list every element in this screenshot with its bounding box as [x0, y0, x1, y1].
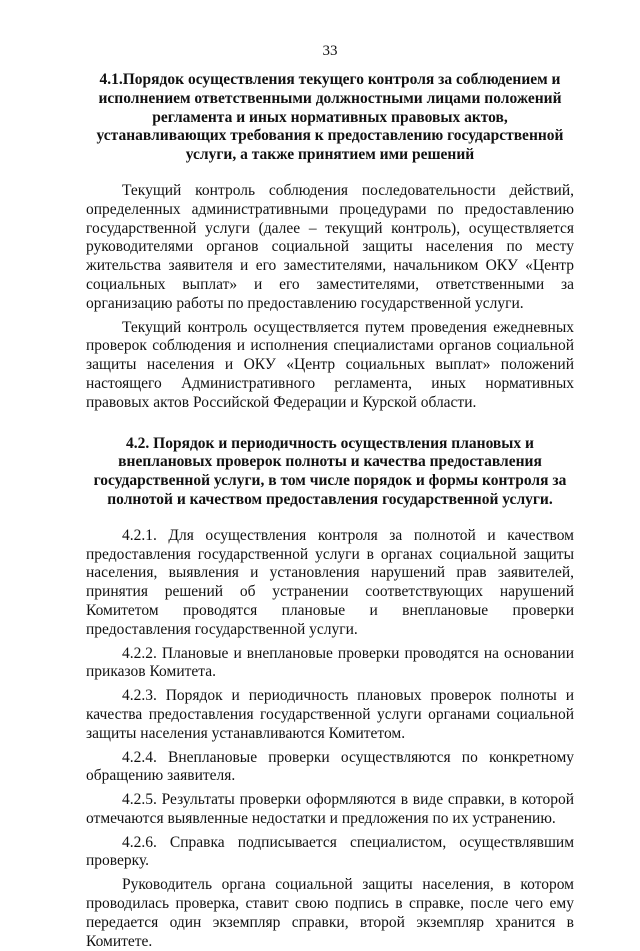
section-4-1-paragraph: Текущий контроль соблюдения последовательности действий, определенных административными процедурами по предоставлению государственной услуги (далее – текущий контроль), осуществляется руководителями органов социальной защиты населения по месту жительства заявителя и его заместителями, начальником ОКУ «Центр социальных выплат» и его заместителями, ответственными за организацию работы по предоставлению государственной услуги. — [86, 181, 574, 312]
clause-4-2-1: 4.2.1. Для осуществления контроля за полнотой и качеством предоставления государственной услуги в органах социальной защиты населения, выявления и установления нарушений прав заявителей, принятия решений об устранении соответствующих нарушений Комитетом проводятся плановые и внеплановые проверки предоставления государственной услуги. — [86, 526, 574, 638]
clause-4-2-2: 4.2.2. Плановые и внеплановые проверки проводятся на основании приказов Комитета. — [86, 644, 574, 681]
closing-paragraph: Руководитель органа социальной защиты населения, в котором проводилась проверка, ставит свою подпись в справке, после чего ему передается один экземпляр справки, второй экземпляр хранится в Комитете. — [86, 876, 574, 950]
page-number: 33 — [322, 43, 338, 59]
section-4-1-paragraph: Текущий контроль осуществляется путем проведения ежедневных проверок соблюдения и исполнения специалистами органов социальной защиты населения и ОКУ «Центр социальных выплат» положений настоящего Административного регламента, иных нормативных правовых актов Российской Федерации и Курской области. — [86, 318, 574, 411]
section-4-1-heading: 4.1.Порядок осуществления текущего контроля за соблюдением и исполнением ответственными должностными лицами положений регламента и иных нормативных правовых актов, устанавливающих требования к предоставлению государственной услуги, а также принятием ими решений — [96, 71, 564, 164]
document-page — [86, 42, 574, 951]
clause-4-2-4: 4.2.4. Внеплановые проверки осуществляются по конкретному обращению заявителя. — [86, 748, 574, 785]
clause-4-2-3: 4.2.3. Порядок и периодичность плановых проверок полноты и качества предоставления государственной услуги органами социальной защиты населения устанавливаются Комитетом. — [86, 687, 574, 742]
clause-4-2-5: 4.2.5. Результаты проверки оформляются в виде справки, в которой отмечаются выявленные недостатки и предложения по их устранению. — [86, 791, 574, 827]
section-4-2-heading: 4.2. Порядок и периодичность осуществления плановых и внеплановых проверок полноты и качества предоставления государственной услуги, в том числе порядок и формы контроля за полнотой и качеством предоставления государственной услуги. — [93, 434, 567, 508]
clause-4-2-6: 4.2.6. Справка подписывается специалистом, осуществлявшим проверку. — [86, 833, 574, 870]
